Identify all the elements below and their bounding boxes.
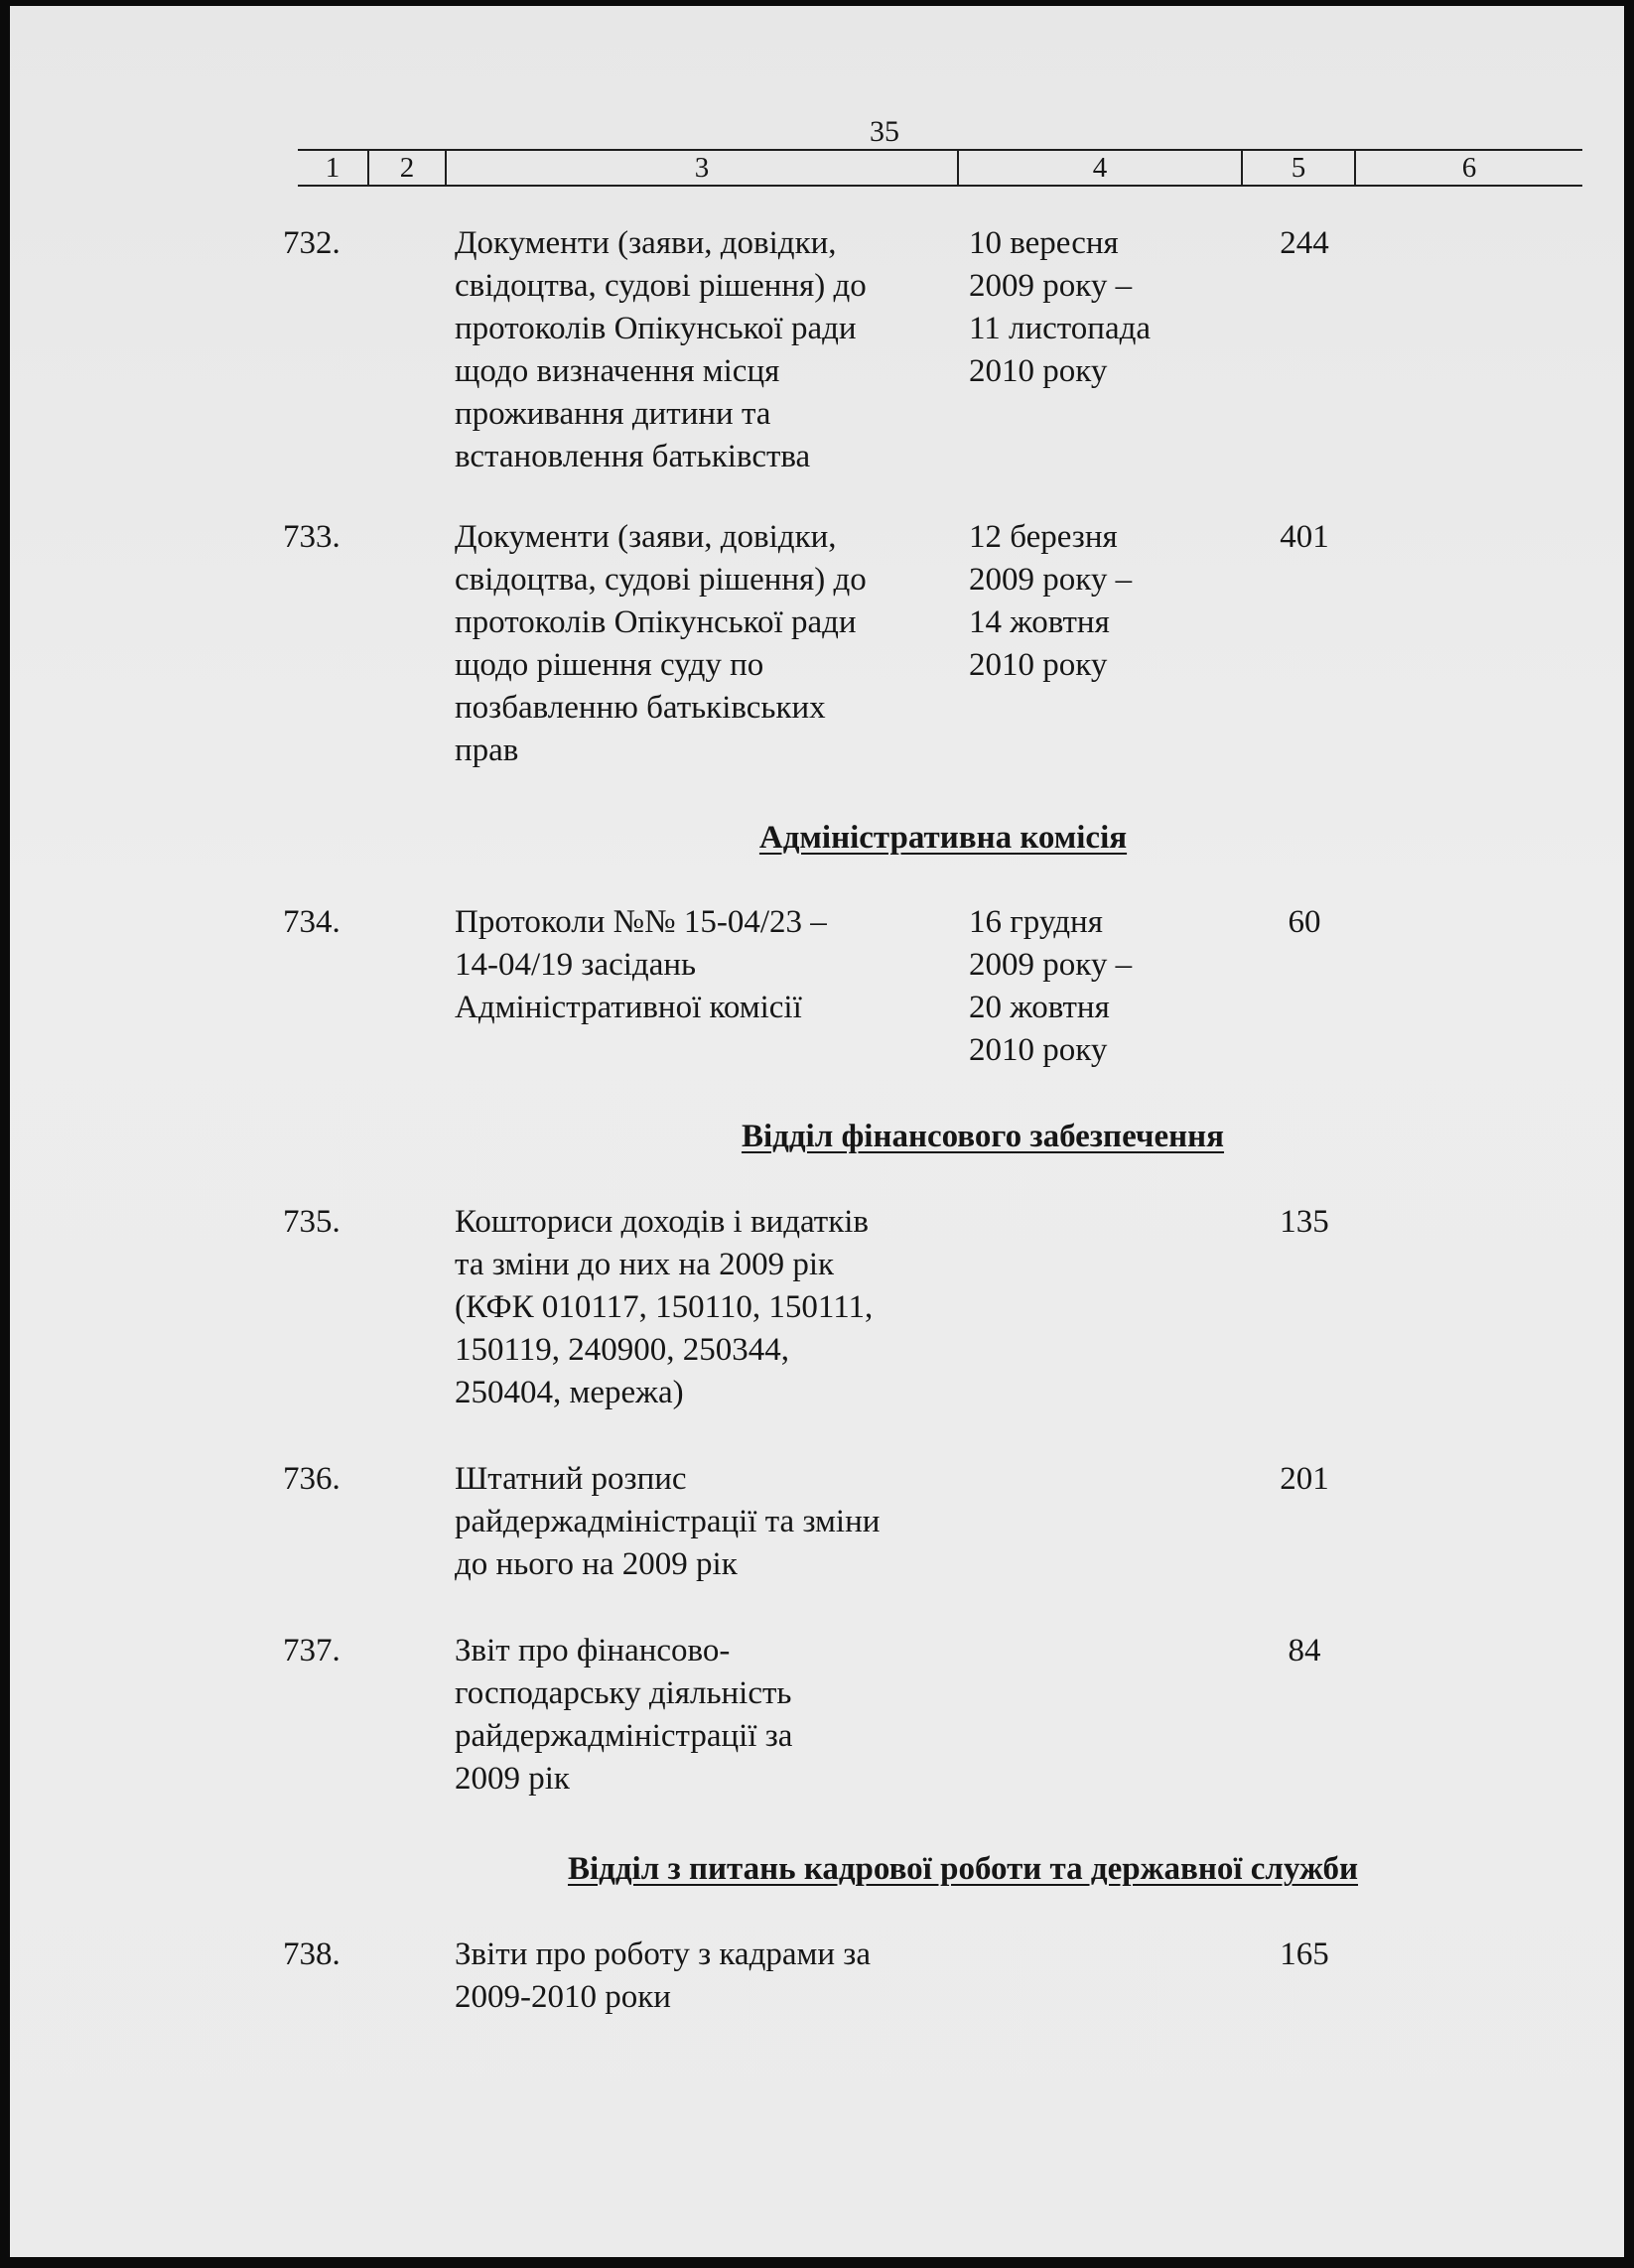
entry-number: 737. [283, 1633, 340, 1668]
description-line: встановлення батьківства [455, 439, 811, 474]
description-line: Звіт про фінансово- [455, 1633, 731, 1668]
date-line: 2010 року [969, 1032, 1108, 1068]
description-line: Адміністративної комісії [455, 990, 802, 1025]
date-line: 2009 року – [969, 562, 1133, 598]
section-heading-hr-department: Відділ з питань кадрової роботи та державної служби [567, 1851, 1359, 1887]
description-line: (КФК 010117, 150110, 150111, [455, 1289, 874, 1325]
entry-dates [969, 222, 1207, 393]
date-line: 2009 року – [969, 268, 1133, 304]
description-line: 150119, 240900, 250344, [455, 1332, 790, 1368]
description-line: позбавленню батьківських [455, 690, 826, 726]
entry-sheet-count: 135 [1280, 1204, 1329, 1240]
description-line: прав [455, 733, 519, 768]
description-line: господарську діяльність [455, 1675, 792, 1711]
description-line: щодо рішення суду по [455, 647, 764, 683]
date-line: 16 грудня [969, 904, 1103, 940]
description-line: свідоцтва, судові рішення) до [455, 268, 867, 304]
description-line: Документи (заяви, довідки, [455, 225, 837, 261]
date-line: 2010 року [969, 353, 1108, 389]
description-line: райдержадміністрації за [455, 1718, 793, 1754]
description-line: 250404, мережа) [455, 1375, 684, 1410]
entry-sheet-count: 60 [1288, 904, 1321, 940]
entry-number: 738. [283, 1936, 340, 1972]
entry-sheet-count: 401 [1280, 519, 1329, 555]
description-line: Звіти про роботу з кадрами за [455, 1936, 871, 1972]
entry-description [455, 1934, 951, 2019]
entry-dates [969, 901, 1207, 1072]
description-line: проживання дитини та [455, 396, 771, 432]
description-line: 2009-2010 роки [455, 1979, 671, 2015]
description-line: щодо визначення місця [455, 353, 780, 389]
description-line: Штатний розпис [455, 1461, 687, 1497]
description-line: свідоцтва, судові рішення) до [455, 562, 867, 598]
entry-description [455, 516, 951, 772]
date-line: 11 листопада [969, 311, 1152, 346]
date-line: 2010 року [969, 647, 1108, 683]
entry-sheet-count: 165 [1280, 1936, 1329, 1972]
column-header-row [298, 149, 1582, 187]
column-header-2: 2 [367, 151, 445, 185]
description-line: протоколів Опікунської ради [455, 604, 857, 640]
entry-number: 736. [283, 1461, 340, 1497]
date-line: 14 жовтня [969, 604, 1110, 640]
date-line: 20 жовтня [969, 990, 1110, 1025]
column-header-5: 5 [1241, 151, 1354, 185]
description-line: 14-04/19 засідань [455, 947, 697, 983]
description-line: 2009 рік [455, 1761, 570, 1797]
entry-dates [969, 516, 1207, 687]
entry-description [455, 1458, 951, 1586]
date-line: 12 березня [969, 519, 1118, 555]
section-heading-finance-department: Відділ фінансового забезпечення [741, 1119, 1225, 1154]
entry-sheet-count: 244 [1280, 225, 1329, 261]
column-header-3: 3 [445, 151, 957, 185]
section-heading-administrative-commission: Адміністративна комісія [758, 820, 1128, 856]
entry-number: 732. [283, 225, 340, 261]
entry-number: 734. [283, 904, 340, 940]
column-header-1: 1 [325, 152, 340, 184]
entry-description [455, 1201, 951, 1414]
date-line: 10 вересня [969, 225, 1119, 261]
entry-description [455, 901, 951, 1029]
page-number: 35 [870, 115, 899, 148]
date-line: 2009 року – [969, 947, 1133, 983]
entry-number: 735. [283, 1204, 340, 1240]
description-line: Документи (заяви, довідки, [455, 519, 837, 555]
entry-sheet-count: 84 [1288, 1633, 1321, 1668]
entry-description [455, 222, 951, 478]
document-page [10, 6, 1624, 2257]
entry-number: 733. [283, 519, 340, 555]
description-line: Кошториси доходів і видатків [455, 1204, 869, 1240]
entry-description [455, 1630, 951, 1801]
description-line: та зміни до них на 2009 рік [455, 1247, 835, 1282]
description-line: до нього на 2009 рік [455, 1546, 738, 1582]
entry-sheet-count: 201 [1280, 1461, 1329, 1497]
column-header-6: 6 [1354, 151, 1582, 185]
description-line: райдержадміністрації та зміни [455, 1504, 881, 1539]
description-line: Протоколи №№ 15-04/23 – [455, 904, 827, 940]
column-header-4: 4 [957, 151, 1241, 185]
description-line: протоколів Опікунської ради [455, 311, 857, 346]
